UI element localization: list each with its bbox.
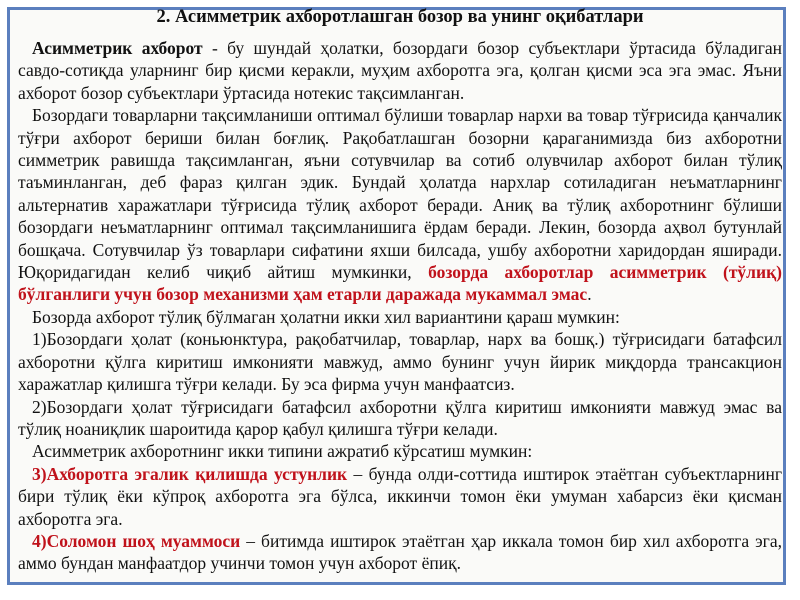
highlighted-conclusion: бозорда ахборотлар асимметрик (тўлиқ) бўлганлиги учун бозор механизми ҳам етарли даражада мукаммал эмас bbox=[18, 262, 782, 305]
paragraph-variant-1: 1)Бозордаги ҳолат (коньюнктура, рақобатчилар, товарлар, нарх ва бошқ.) тўғрисидаги батафсил ахборотни қўлга киритиш имконияти мавжуд, аммо бунинг учун йирик миқдорда трансакцион харажатлар қилишга тўғри келади. Бу эса фирма учун манфаатсиз. bbox=[18, 329, 782, 395]
paragraph-market-distribution bbox=[18, 104, 782, 306]
term-king-solomon-problem: 4)Соломон шоҳ муаммоси bbox=[32, 530, 241, 551]
paragraph-type-3 bbox=[18, 463, 782, 530]
paragraph-variant-2: 2)Бозордаги ҳолат тўғрисидаги батафсил ахборотни қўлга киритиш имконияти мавжуд эмас ва тўлиқ ноаниқлик шароитида қарор қабул қилишга тўғри келади. bbox=[18, 396, 782, 439]
paragraph-two-variants-intro: Бозорда ахборот тўлиқ бўлмаган ҳолатни икки хил вариантини қараш мумкин: bbox=[32, 306, 620, 327]
slide-content bbox=[18, 6, 782, 575]
conclusion-period: . bbox=[587, 284, 592, 305]
type-3-text: – бунда олди-соттида иштирок этаётган субъектларнинг бири тўлиқ ёки кўпроқ ахборотга эга бўлса, иккинчи томон ёки умуман хабарсиз ёки қисман ахборотга эга. bbox=[18, 463, 782, 529]
term-asymmetric-information: Асимметрик ахборот bbox=[32, 38, 203, 58]
market-distribution-text: Бозордаги товарларни тақсимланиши оптимал бўлиши товарлар нархи ва товар тўғрисида қанчалик тўғри ахборот бериши билан боғлиқ. Рақобатлашган бозорни қараганимизда биз ахборотни симметрик равишда тақсимланган, яъни сотувчилар ва сотиб олувчилар ахборот билан тўлиқ таъминланган, деб фараз қилган эдик. Бундай ҳолатда нархлар сотиладиган неъматларнинг альтернатив харажатлари тўғрисида тўлиқ ахборот беради. Аниқ ва тўлиқ ахборотнинг бўлиши бозордаги неъматларнинг оптимал тақсимланишига ёрдам беради. Лекин, бозорда аҳвол бутунлай бошқача. Сотувчилар ўз товарлари сифатини яхши билсада, ушбу ахборотни харидордан яширади. Юқоридагидан келиб чиқиб айтиш мумкинки, bbox=[18, 105, 782, 283]
type-4-text: – битимда иштирок этаётган ҳар иккала томон бир хил ахборотга эга, аммо бундан манфаатдор учинчи томон учун ахборот ёпиқ. bbox=[18, 530, 782, 574]
definition-text: - бу шундай ҳолатки, бозордаги бозор субъектлари ўртасида бўладиган савдо-сотиқда уларнинг бир қисми керакли, муҳим ахборотга эга, қолган қисми эса эга эмас. Яъни ахборот бозор субъектлари ўртасида нотекис тақсимланган. bbox=[18, 38, 783, 103]
term-information-advantage: 3)Ахборотга эгалик қилишда устунлик bbox=[32, 463, 348, 484]
paragraph-two-types-intro: Асимметрик ахборотнинг икки типини ажратиб кўрсатиш мумкин: bbox=[32, 441, 533, 462]
paragraph-type-4 bbox=[18, 530, 782, 575]
slide-title: 2. Асимметрик ахборотлашган бозор ва унинг оқибатлари bbox=[156, 7, 644, 27]
paragraph-definition bbox=[18, 37, 782, 104]
